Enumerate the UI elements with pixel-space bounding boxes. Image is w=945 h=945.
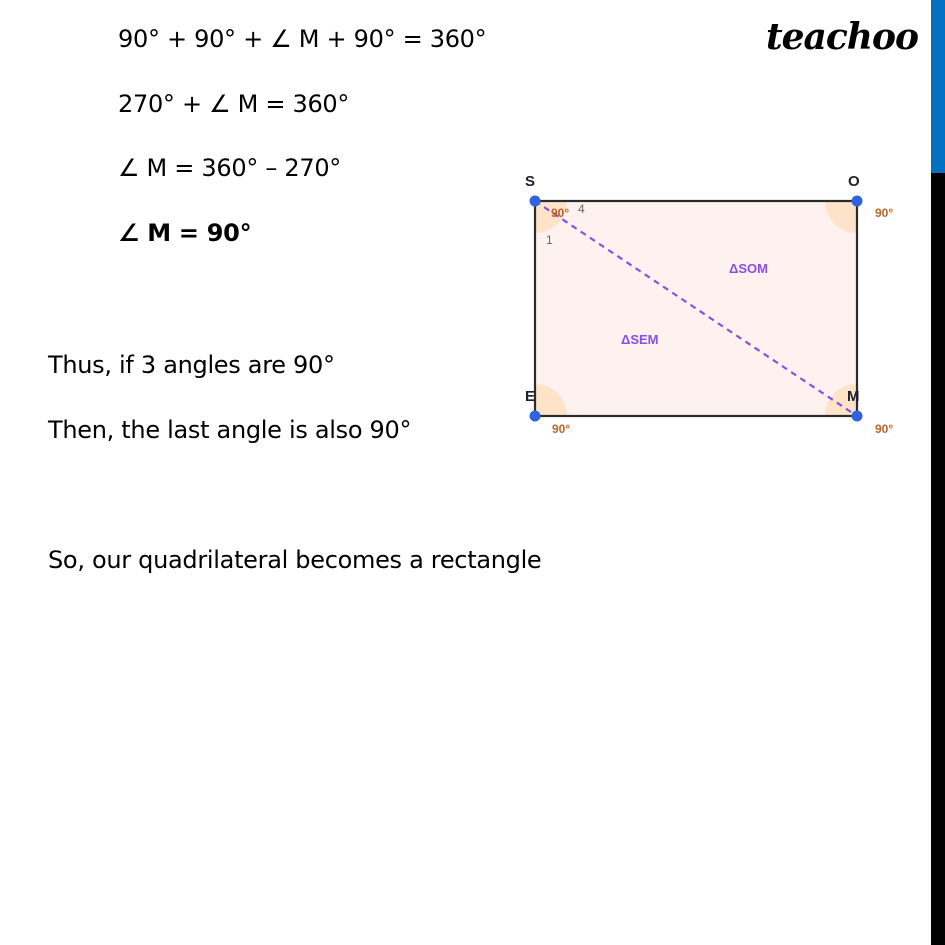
- label-s: S: [525, 173, 536, 190]
- point-o[interactable]: [852, 196, 863, 207]
- angle-number-1: 1: [546, 233, 553, 247]
- angle-label-e: 90°: [552, 422, 571, 436]
- equation-line-3: ∠ M = 360° – 270°: [118, 154, 341, 182]
- teachoo-logo: teachoo: [766, 16, 918, 58]
- label-e: E: [525, 388, 536, 405]
- label-o: O: [848, 173, 860, 190]
- angle-label-s: 90°: [551, 206, 570, 220]
- label-m: M: [847, 388, 860, 405]
- equation-result: ∠ M = 90°: [118, 219, 252, 247]
- equation-line-1: 90° + 90° + ∠ M + 90° = 360°: [118, 25, 487, 53]
- point-m[interactable]: [852, 411, 863, 422]
- statement-conclusion: So, our quadrilateral becomes a rectangle: [48, 546, 542, 574]
- equation-line-2: 270° + ∠ M = 360°: [118, 90, 350, 118]
- statement-thus: Thus, if 3 angles are 90°: [48, 351, 335, 379]
- angle-label-o: 90°: [875, 206, 894, 220]
- point-s[interactable]: [530, 196, 541, 207]
- statement-then: Then, the last angle is also 90°: [48, 416, 412, 444]
- angle-number-4: 4: [578, 202, 585, 216]
- slide-side-strip: [931, 0, 945, 945]
- triangle-label-som: ΔSOM: [729, 261, 768, 276]
- slide-side-accent: [931, 0, 945, 173]
- angle-label-m: 90°: [875, 422, 894, 436]
- point-e[interactable]: [530, 411, 541, 422]
- triangle-label-sem: ΔSEM: [621, 332, 659, 347]
